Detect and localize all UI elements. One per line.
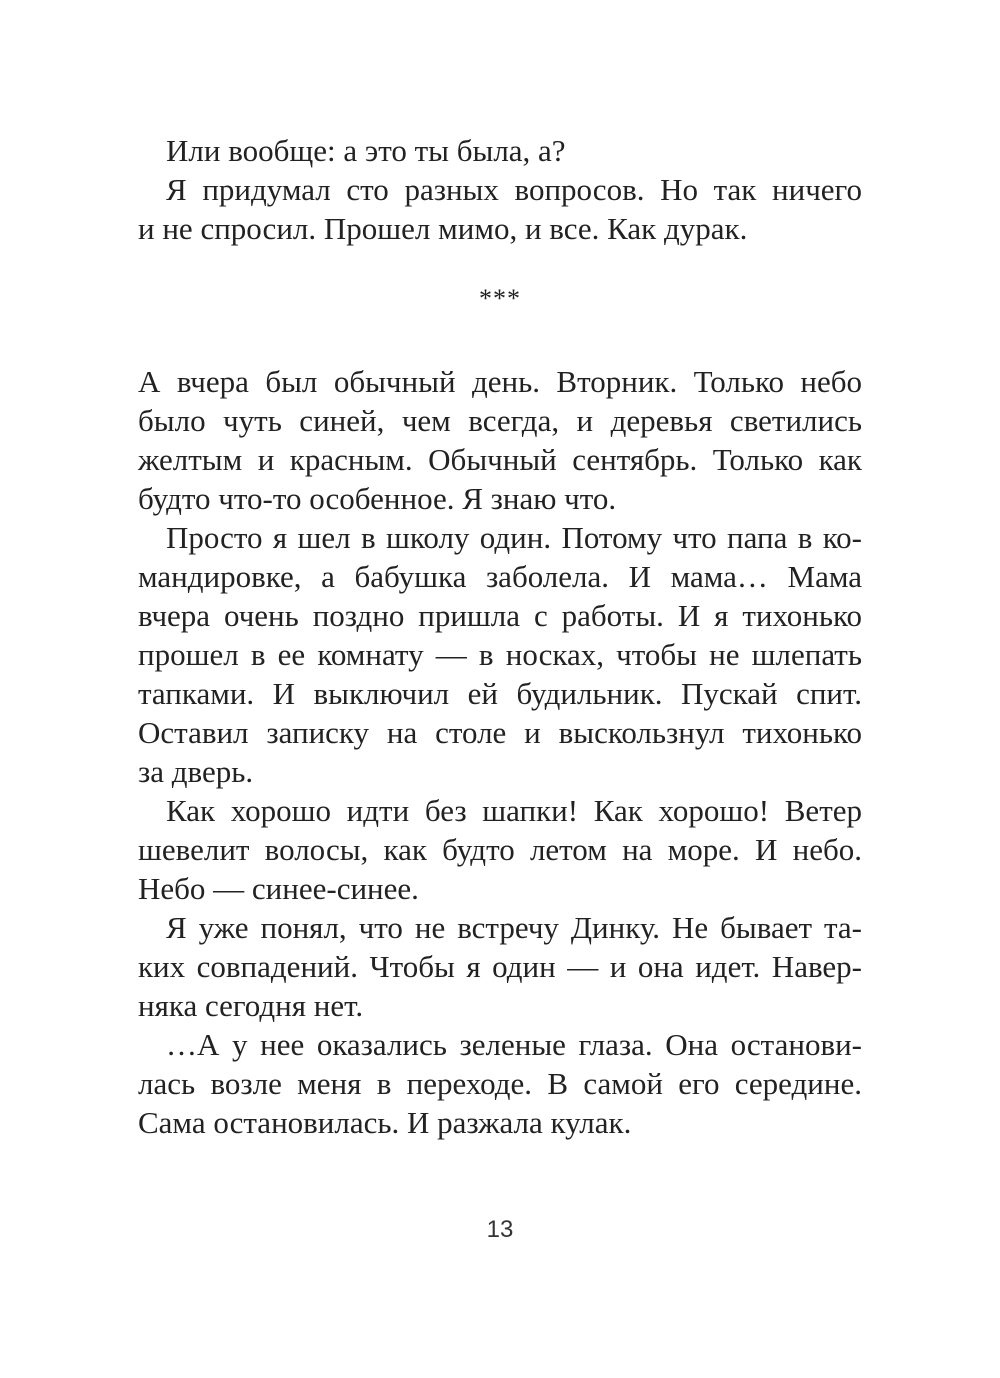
text-line: тапками. И выключил ей будильник. Пускай спит. (138, 676, 862, 711)
text-line: ких совпадений. Чтобы я один — и она идет. Навер- (138, 949, 862, 984)
text-line: за дверь. (138, 754, 254, 789)
text-line: Я уже понял, что не встречу Динку. Не бывает та- (166, 910, 862, 945)
text-line: мандировке, а бабушка заболела. И мама… Мама (138, 559, 862, 594)
page-number: 13 (486, 1216, 514, 1243)
text-line: было чуть синей, чем всегда, и деревья светились (138, 403, 862, 438)
text-line: А вчера был обычный день. Вторник. Только небо (138, 364, 862, 399)
text-line: …А у нее оказались зеленые глаза. Она останови- (166, 1027, 862, 1062)
text-line: Или вообще: а это ты была, а? (166, 133, 566, 168)
text-line: желтым и красным. Обычный сентябрь. Только как (138, 442, 862, 477)
section-separator: *** (479, 284, 521, 313)
text-line: Я придумал сто разных вопросов. Но так ничего (166, 172, 862, 207)
text-line: Просто я шел в школу один. Потому что папа в ко- (166, 520, 862, 555)
text-line: Оставил записку на столе и выскользнул тихонько (138, 715, 862, 750)
text-line: шевелит волосы, как будто летом на море. И небо. (138, 832, 862, 867)
text-line: Как хорошо идти без шапки! Как хорошо! Ветер (166, 793, 862, 828)
text-line: вчера очень поздно пришла с работы. И я тихонько (138, 598, 862, 633)
text-line: Сама остановилась. И разжала кулак. (138, 1105, 632, 1140)
text-line: и не спросил. Прошел мимо, и все. Как дурак. (138, 211, 748, 246)
text-line: Небо — синее-синее. (138, 871, 419, 906)
text-line: будто что-то особенное. Я знаю что. (138, 481, 617, 516)
text-line: лась возле меня в переходе. В самой его середине. (138, 1066, 862, 1101)
text-line: няка сегодня нет. (138, 988, 364, 1023)
text-line: прошел в ее комнату — в носках, чтобы не шлепать (138, 637, 862, 672)
